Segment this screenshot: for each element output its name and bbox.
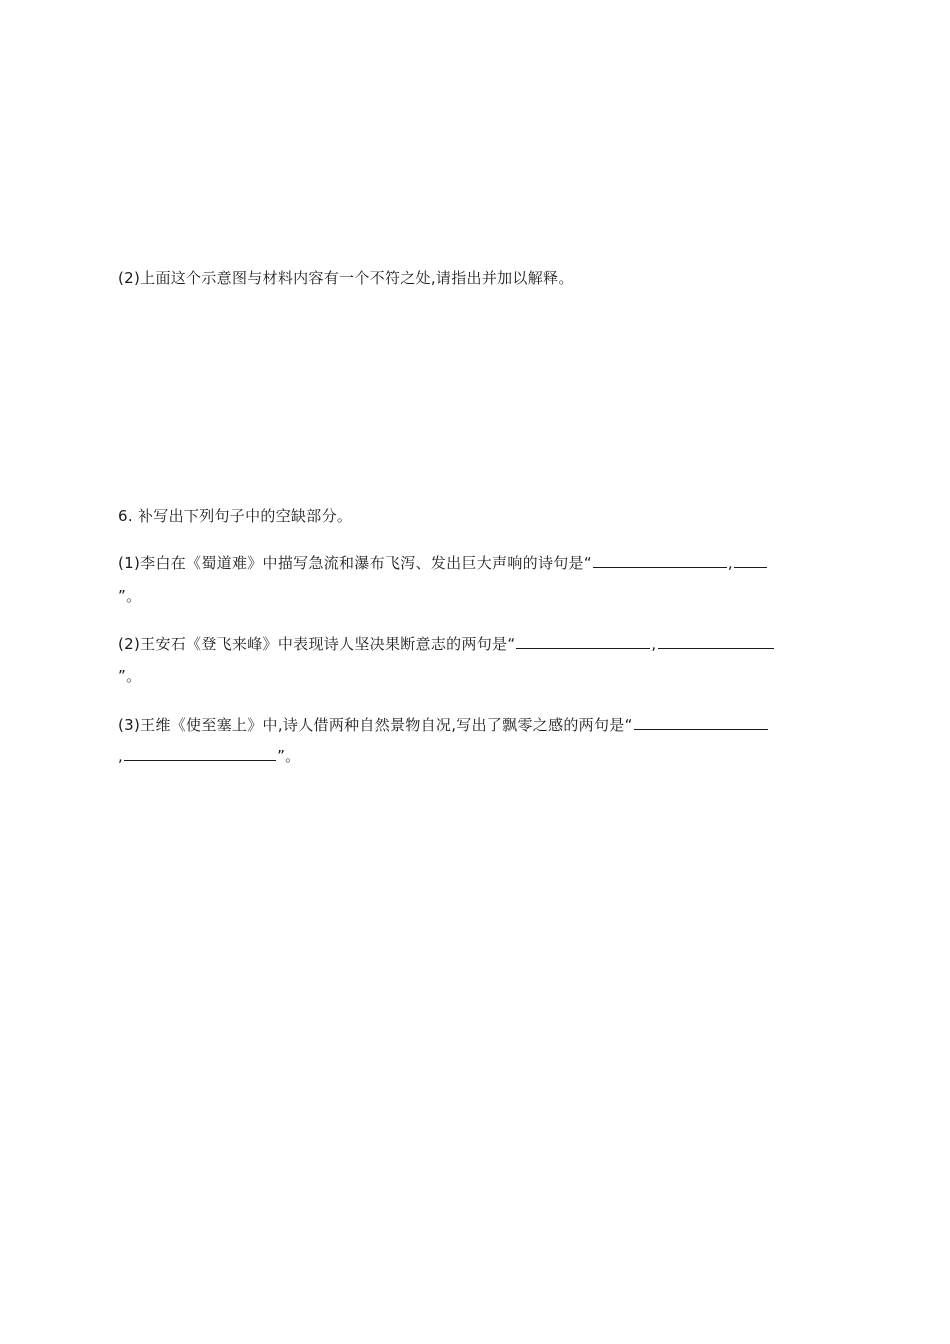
item-1-sep: , — [727, 554, 733, 572]
question-6-item-2-end — [118, 666, 141, 686]
question-6-item-2 — [118, 634, 775, 654]
question-6-item-1 — [118, 553, 768, 573]
question-part-2-text: (2)上面这个示意图与材料内容有一个不符之处,请指出并加以解释。 — [118, 269, 574, 287]
item-2-sep: , — [651, 635, 657, 653]
question-6-item-1-end — [118, 586, 141, 606]
question-6-title: 补写出下列句子中的空缺部分。 — [138, 507, 353, 525]
item-2-prefix: (2)王安石《登飞来峰》中表现诗人坚决果断意志的两句是“ — [118, 635, 516, 653]
item-2-blank-1[interactable] — [516, 634, 650, 649]
item-3-blank-2[interactable] — [124, 746, 276, 761]
item-1-blank-2[interactable] — [734, 553, 767, 568]
item-3-suffix: ”。 — [277, 747, 301, 765]
item-2-blank-2[interactable] — [658, 634, 774, 649]
question-6-number: 6. — [118, 507, 133, 525]
item-1-prefix: (1)李白在《蜀道难》中描写急流和瀑布飞泻、发出巨大声响的诗句是“ — [118, 554, 592, 572]
item-3-sep: , — [118, 747, 124, 765]
question-6-item-3 — [118, 715, 769, 735]
question-part-2 — [118, 268, 574, 288]
question-6-item-3-end — [118, 746, 300, 766]
item-3-blank-1[interactable] — [634, 715, 768, 730]
item-1-suffix: ”。 — [118, 587, 142, 605]
item-1-blank-1[interactable] — [593, 553, 727, 568]
question-6-heading — [118, 506, 352, 526]
item-3-prefix: (3)王维《使至塞上》中,诗人借两种自然景物自况,写出了飘零之感的两句是“ — [118, 716, 633, 734]
item-2-suffix: ”。 — [118, 667, 142, 685]
